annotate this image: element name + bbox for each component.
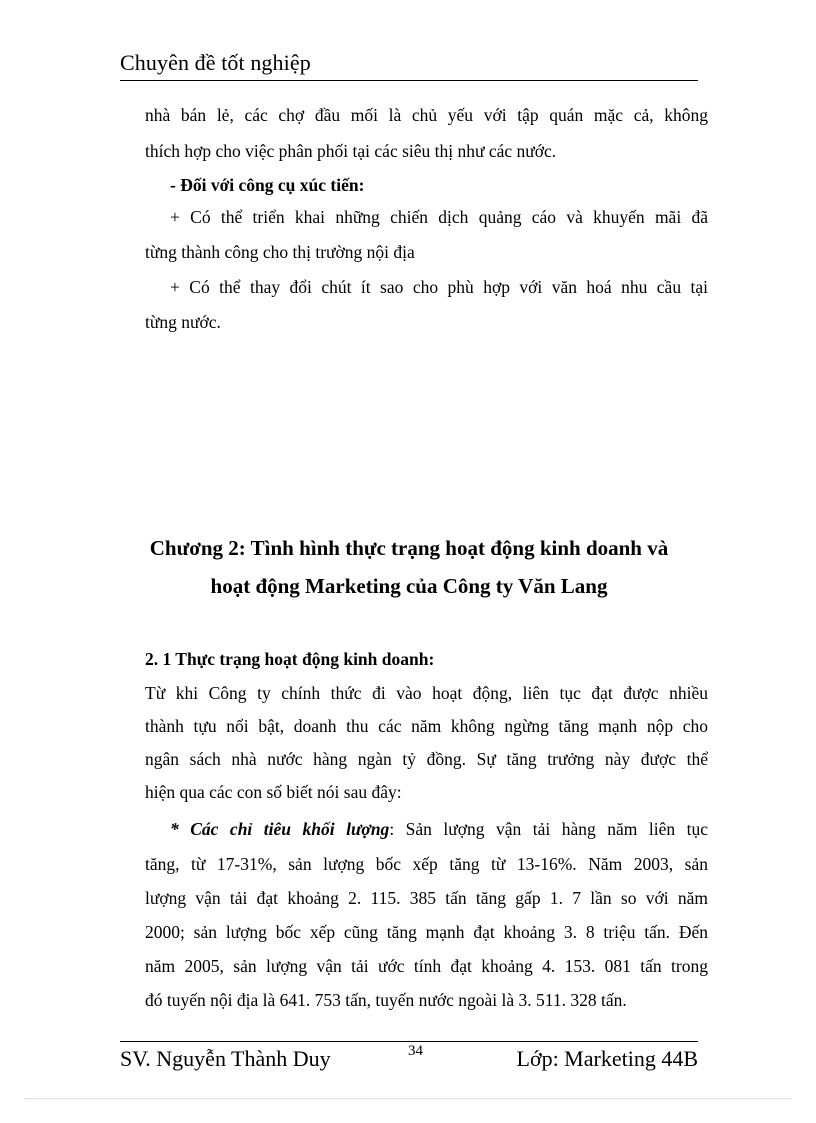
paragraph-line: lượng vận tải đạt khoảng 2. 115. 385 tấn tăng gấp 1. 7 lần so với năm bbox=[145, 888, 708, 908]
chapter-title-line1: Chương 2: Tình hình thực trạng hoạt động kinh doanh và bbox=[149, 536, 669, 560]
header-divider bbox=[120, 80, 698, 81]
paragraph-line: thích hợp cho việc phân phối tại các siêu thị như các nước. bbox=[145, 141, 557, 161]
page-number: 34 bbox=[408, 1043, 423, 1059]
paragraph-line: Từ khi Công ty chính thức đi vào hoạt động, liên tục đạt được nhiều bbox=[145, 683, 708, 703]
header-title: Chuyên đề tốt nghiệp bbox=[120, 50, 311, 75]
bullet-line: từng nước. bbox=[145, 312, 221, 332]
paragraph-line: tăng, từ 17-31%, sản lượng bốc xếp tăng từ 13-16%. Năm 2003, sản bbox=[145, 854, 708, 874]
paragraph-line: hiện qua các con số biết nói sau đây: bbox=[145, 782, 402, 802]
promotion-heading: - Đối với công cụ xúc tiến: bbox=[170, 175, 365, 195]
paragraph-line: 2000; sản lượng bốc xếp cũng tăng mạnh đạt khoảng 3. 8 triệu tấn. Đến bbox=[145, 922, 708, 942]
chapter-title-line2: hoạt động Marketing của Công ty Văn Lang bbox=[210, 574, 608, 598]
bullet-line: + Có thể triển khai những chiến dịch quảng cáo và khuyến mãi đã bbox=[170, 207, 708, 227]
indicator-label: * Các chỉ tiêu khối lượng bbox=[170, 819, 390, 839]
paragraph-line: ngân sách nhà nước hàng ngàn tỷ đồng. Sự tăng trưởng này được thể bbox=[145, 749, 708, 769]
paragraph-line: thành tựu nổi bật, doanh thu các năm không ngừng tăng mạnh nộp cho bbox=[145, 716, 708, 736]
paragraph-line: nhà bán lẻ, các chợ đầu mối là chủ yếu với tập quán mặc cả, không bbox=[145, 105, 708, 125]
paragraph-line: năm 2005, sản lượng vận tải ước tính đạt khoảng 4. 153. 081 tấn trong bbox=[145, 956, 708, 976]
section-heading: 2. 1 Thực trạng hoạt động kinh doanh: bbox=[145, 649, 435, 669]
footer-class: Lớp: Marketing 44B bbox=[516, 1046, 698, 1071]
footer-student: SV. Nguyễn Thành Duy bbox=[120, 1046, 331, 1071]
bullet-line: + Có thể thay đổi chút ít sao cho phù hợp với văn hoá nhu cầu tại bbox=[170, 277, 708, 297]
bullet-line: từng thành công cho thị trường nội địa bbox=[145, 242, 415, 262]
footer-divider bbox=[120, 1041, 698, 1042]
indicator-line bbox=[170, 818, 708, 840]
indicator-text: : Sản lượng vận tải hàng năm liên tục bbox=[389, 819, 708, 839]
page-edge-divider bbox=[24, 1098, 792, 1099]
paragraph-line: đó tuyến nội địa là 641. 753 tấn, tuyến nước ngoài là 3. 511. 328 tấn. bbox=[145, 990, 627, 1010]
